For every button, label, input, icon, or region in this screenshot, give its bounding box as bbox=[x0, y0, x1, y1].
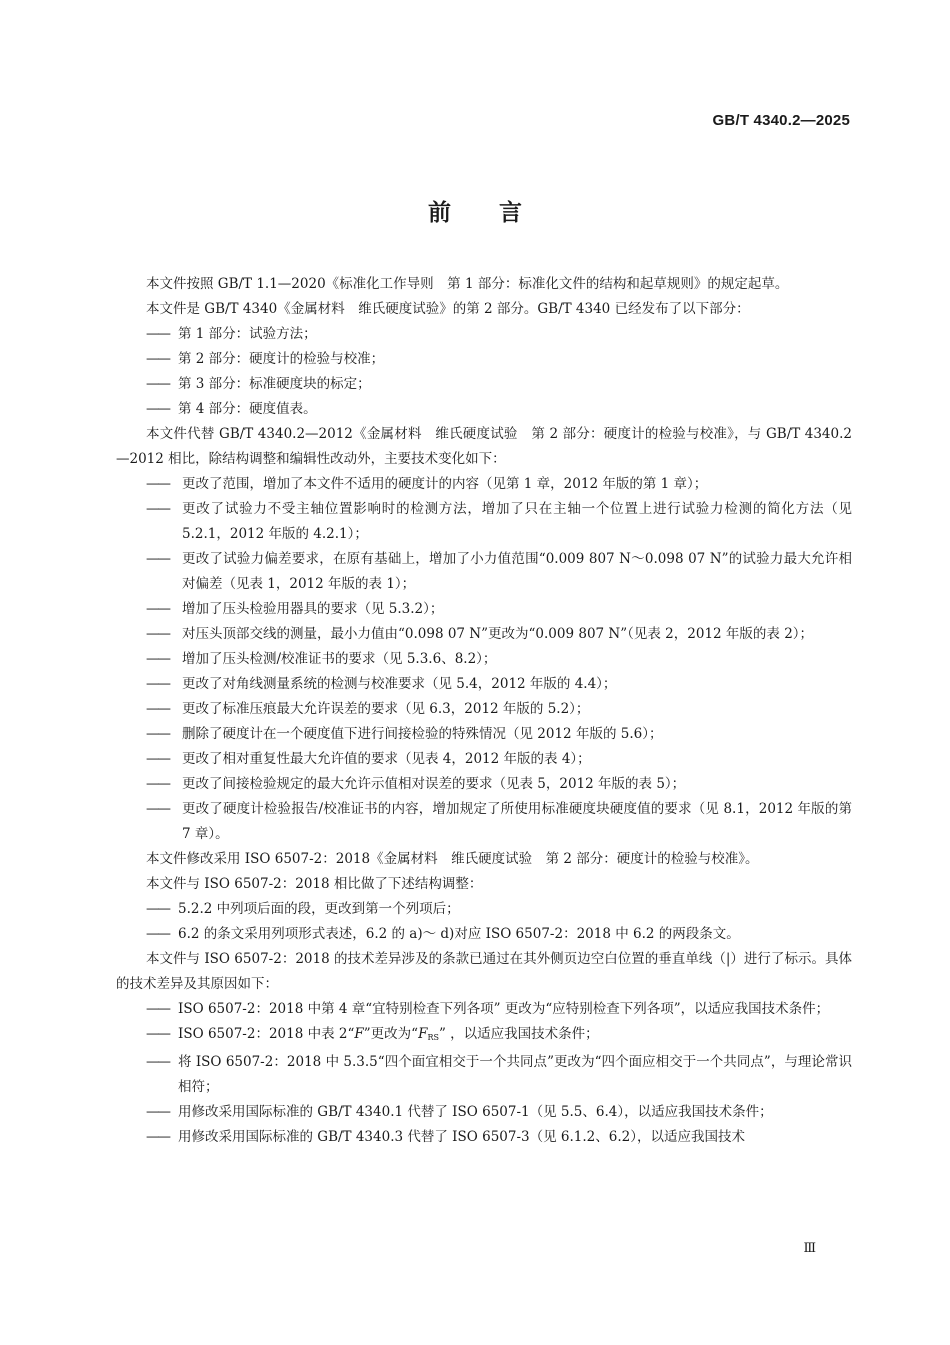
list-item: —— 第 2 部分：硬度计的检验与校准； bbox=[146, 351, 385, 367]
list-item: —— 更改了硬度计检验报告/校准证书的内容，增加规定了所使用标准硬度块硬度值的要求（见 8.1，2012 年版的第 7 章）。 bbox=[146, 801, 852, 842]
list-item: —— ISO 6507-2：2018 中第 4 章“宜特别检查下列各项” 更改为“应特别检查下列各项”，以适应我国技术条件； bbox=[146, 1001, 830, 1017]
page-number: Ⅲ bbox=[803, 1241, 816, 1256]
list-item: —— 更改了范围，增加了本文件不适用的硬度计的内容（见第 1 章，2012 年版的第 1 章）； bbox=[146, 476, 708, 492]
paragraph-adoption: 本文件修改采用 ISO 6507-2：2018《金属材料 维氏硬度试验 第 2 部分：硬度计的检验与校准》。 bbox=[146, 851, 759, 867]
list-item: —— 更改了相对重复性最大允许值的要求（见表 4，2012 年版的表 4）； bbox=[146, 751, 591, 767]
list-item: —— ISO 6507-2：2018 中表 2“F”更改为“$F_{RS}$” ，以适应我国技术条件； bbox=[146, 1026, 599, 1042]
list-item: —— 5.2.2 中列项后面的段，更改到第一个列项后； bbox=[146, 901, 460, 917]
list-item: —— 第 1 部分：试验方法； bbox=[146, 326, 317, 342]
title-char-1: 前 bbox=[428, 200, 451, 226]
list-item: —— 更改了试验力偏差要求，在原有基础上，增加了小力值范围“0.009 807 N～0.098 07 N”的试验力最大允许相对偏差（见表 1，2012 年版的表 1）； bbox=[146, 551, 852, 592]
paragraph-series-parts: 本文件是 GB/T 4340《金属材料 维氏硬度试验》的第 2 部分。GB/T 4340 已经发布了以下部分： bbox=[146, 301, 750, 317]
list-item: —— 用修改采用国际标准的 GB/T 4340.1 代替了 ISO 6507-1（见 5.5、6.4），以适应我国技术条件； bbox=[146, 1104, 773, 1120]
list-item: —— 对压头顶部交线的测量，最小力值由“0.098 07 N”更改为“0.009 807 N”（见表 2，2012 年版的表 2）； bbox=[146, 626, 814, 642]
title-char-2: 言 bbox=[499, 200, 522, 226]
foreword-body bbox=[116, 272, 852, 1150]
paragraph-structure: 本文件与 ISO 6507-2：2018 相比做了下述结构调整： bbox=[146, 876, 483, 892]
list-item: —— 用修改采用国际标准的 GB/T 4340.3 代替了 ISO 6507-3（见 6.1.2、6.2），以适应我国技术 bbox=[146, 1129, 745, 1145]
paragraph-replaces: 本文件代替 GB/T 4340.2—2012《金属材料 维氏硬度试验 第 2 部分：硬度计的检验与校准》，与 GB/T 4340.2—2012 相比，除结构调整和编辑性改动外，主要技术变化如下： bbox=[116, 426, 852, 467]
list-item: —— 增加了压头检测/校准证书的要求（见 5.3.6、8.2）； bbox=[146, 651, 497, 667]
list-item: —— 更改了试验力不受主轴位置影响时的检测方法，增加了只在主轴一个位置上进行试验力检测的简化方法（见 5.2.1，2012 年版的 4.2.1）； bbox=[146, 501, 852, 542]
list-item: —— 第 4 部分：硬度值表。 bbox=[146, 401, 317, 417]
document-code: GB/T 4340.2—2025 bbox=[712, 112, 850, 129]
list-item: —— 更改了对角线测量系统的检测与校准要求（见 5.4，2012 年版的 4.4）； bbox=[146, 676, 617, 692]
paragraph-drafting-rules: 本文件按照 GB/T 1.1—2020《标准化工作导则 第 1 部分：标准化文件的结构和起草规则》的规定起草。 bbox=[146, 276, 789, 292]
list-item: —— 6.2 的条文采用列项形式表述，6.2 的 a)～ d)对应 ISO 6507-2：2018 中 6.2 的两段条文。 bbox=[146, 926, 740, 942]
list-item: —— 将 ISO 6507-2：2018 中 5.3.5“四个面宜相交于一个共同点”更改为“四个面应相交于一个共同点”，与理论常识相符； bbox=[146, 1054, 852, 1095]
list-item: —— 更改了标准压痕最大允许误差的要求（见 6.3，2012 年版的 5.2）； bbox=[146, 701, 590, 717]
paragraph-technical-differences: 本文件与 ISO 6507-2：2018 的技术差异涉及的条款已通过在其外侧页边空白位置的垂直单线（|）进行了标示。具体的技术差异及其原因如下： bbox=[116, 951, 852, 992]
list-item: —— 删除了硬度计在一个硬度值下进行间接检验的特殊情况（见 2012 年版的 5.6）； bbox=[146, 726, 663, 742]
page-title bbox=[0, 194, 950, 227]
list-item: —— 更改了间接检验规定的最大允许示值相对误差的要求（见表 5，2012 年版的表 5）； bbox=[146, 776, 686, 792]
list-item: —— 增加了压头检验用器具的要求（见 5.3.2）； bbox=[146, 601, 444, 617]
list-item: —— 第 3 部分：标准硬度块的标定； bbox=[146, 376, 371, 392]
